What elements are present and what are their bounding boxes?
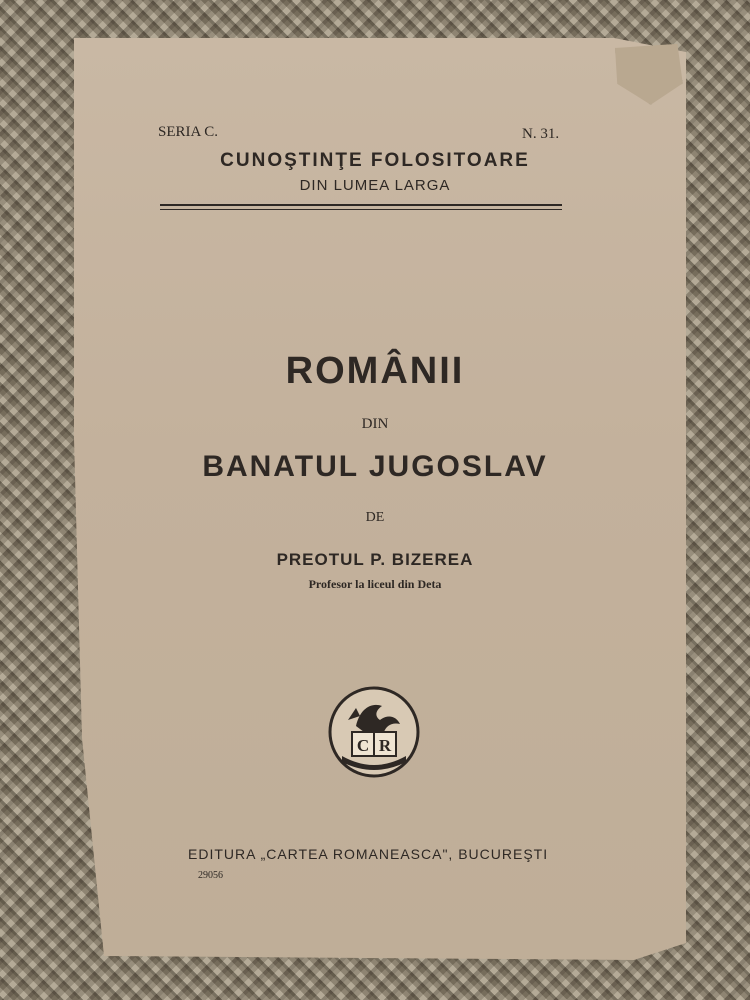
logo-letter-r: R	[378, 736, 392, 755]
series-number: N. 31.	[522, 126, 560, 142]
book-subtitle: BANATUL JUGOSLAV	[202, 450, 548, 483]
series-label: SERIA C.	[158, 124, 219, 140]
author-role: Profesor la liceul din Deta	[308, 577, 442, 591]
collection-title: CUNOŞTINŢE FOLOSITOARE	[220, 150, 530, 171]
title-connector: DIN	[361, 416, 389, 432]
header-rule	[160, 204, 562, 206]
collection-subtitle: DIN LUMEA LARGA	[299, 177, 451, 194]
logo-letter-c: C	[356, 736, 370, 755]
author-connector: DE	[365, 510, 385, 525]
publisher-logo	[326, 686, 422, 778]
publisher-line: EDITURA „CARTEA ROMANEASCA", BUCUREŞTI	[188, 846, 549, 862]
header-rule-thin	[160, 209, 562, 210]
print-number: 29056	[198, 870, 223, 881]
author-name: PREOTUL P. BIZEREA	[276, 550, 474, 569]
book-title: ROMÂNII	[285, 350, 465, 392]
